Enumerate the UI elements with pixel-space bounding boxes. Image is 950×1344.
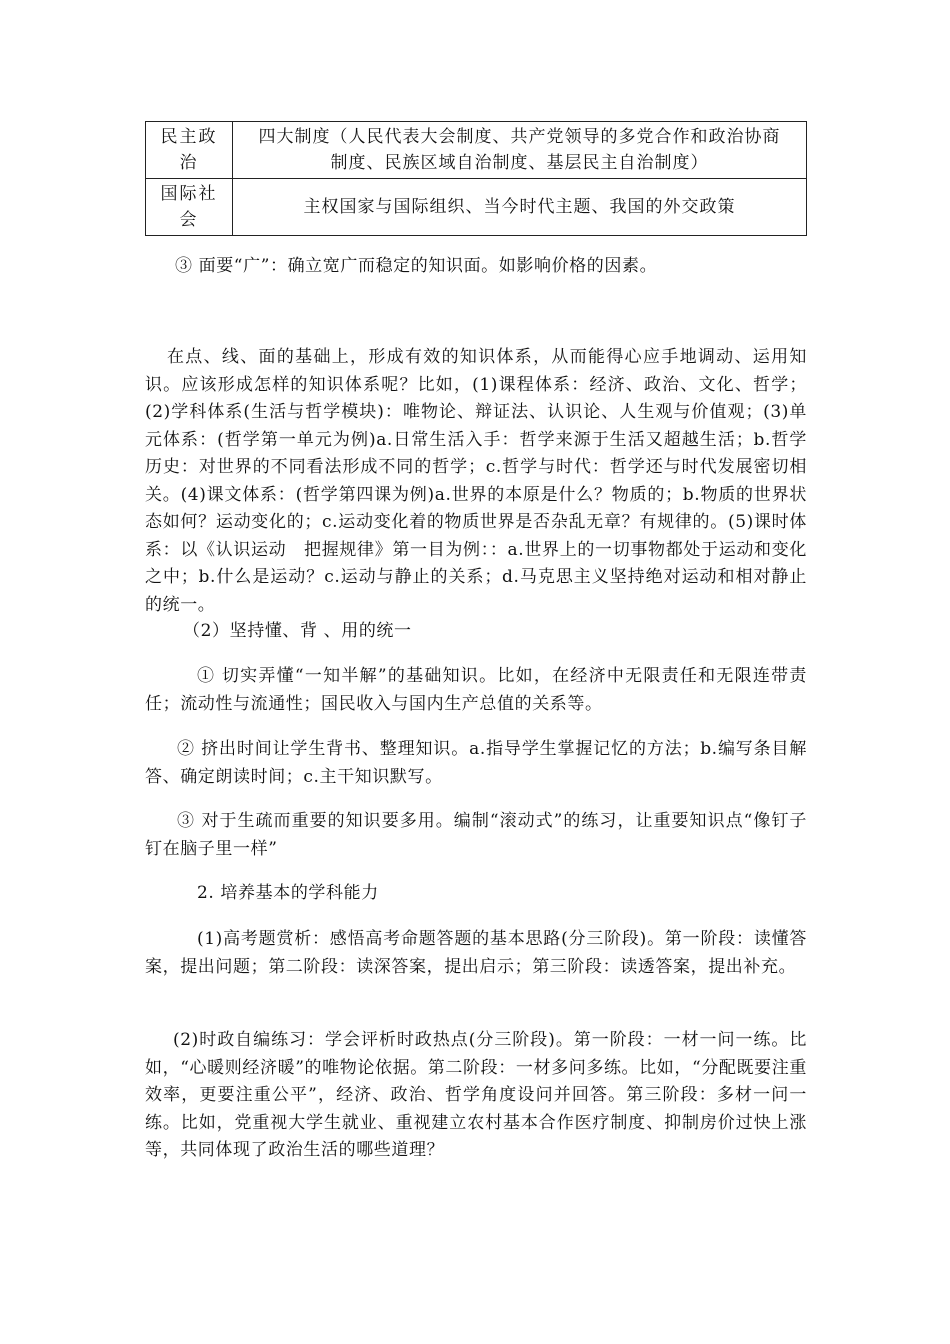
table-cell-content [233, 122, 807, 179]
paragraph: (2)时政自编练习：学会评析时政热点(分三阶段)。第一阶段：一材一问一练。比如，“心暖则经济暖”的唯物论依据。第二阶段：一材多问多练。比如，“分配既要注重效率，更要注重公平”，经济、政治、哲学角度设问并回答。第三阶段：多材一问一练。比如，党重视大学生就业、重视建立农村基本合作医疗制度、抑制房价过快上涨等，共同体现了政治生活的哪些道理？ [145, 1030, 807, 1160]
paragraph: (1)高考题赏析：感悟高考命题答题的基本思路(分三阶段)。第一阶段：读懂答案，提出问题；第二阶段：读深答案，提出启示；第三阶段：读透答案，提出补充。 [145, 929, 807, 977]
summary-table [145, 121, 807, 236]
cell-text: 四大制度（人民代表大会制度、共产党领导的多党合作和政治协商 [258, 127, 781, 147]
cell-text: 制度、民族区域自治制度、基层民主自治制度） [330, 153, 709, 173]
table-row [146, 179, 807, 236]
paragraph: ② 挤出时间让学生背书、整理知识。a.指导学生掌握记忆的方法；b.编写条目解答、确定朗读时间；c.主干知识默写。 [145, 739, 807, 787]
paragraph: 在点、线、面的基础上，形成有效的知识体系，从而能得心应手地调动、运用知识。应该形成怎样的知识体系呢？比如，(1)课程体系：经济、政治、文化、哲学；(2)学科体系(生活与哲学模块)：唯物论、辩证法、认识论、人生观与价值观；(3)单元体系：(哲学第一单元为例)a.日常生活入手：哲学来源于生活又超越生活；b.哲学历史：对世界的不同看法形成不同的哲学；c.哲学与时代：哲学还与时代发展密切相关。(4)课文体系：(哲学第四课为例)a.世界的本原是什么？物质的；b.物质的世界状态如何？运动变化的；c.运动变化着的物质世界是否杂乱无章？有规律的。(5)课时体系：以《认识运动 把握规律》第一目为例：：a.世界上的一切事物都处于运动和变化之中；b.什么是运动？c.运动与静止的关系；d.马克思主义坚持绝对运动和相对静止的统一。 [145, 347, 807, 615]
section-heading: 2. 培养基本的学科能力 [197, 883, 379, 903]
cell-text: 会 [179, 210, 199, 230]
cell-text: 民主政 [160, 127, 218, 147]
table-row [146, 122, 807, 179]
cell-text: 主权国家与国际组织、当今时代主题、我国的外交政策 [303, 197, 736, 217]
table-cell-category [146, 122, 233, 179]
paragraph: ③ 面要“广”：确立宽广而稳定的知识面。如影响价格的因素。 [175, 256, 658, 276]
table-cell-category [146, 179, 233, 236]
table-cell-content [233, 179, 807, 236]
cell-text: 国际社 [160, 184, 218, 204]
paragraph: （2）坚持懂、背 、用的统一 [183, 621, 412, 641]
cell-text: 治 [179, 153, 199, 173]
paragraph: ③ 对于生疏而重要的知识要多用。编制“滚动式”的练习，让重要知识点“像钉子钉在脑子里一样” [145, 811, 807, 859]
paragraph: ① 切实弄懂“一知半解”的基础知识。比如，在经济中无限责任和无限连带责任；流动性与流通性；国民收入与国内生产总值的关系等。 [145, 666, 807, 714]
